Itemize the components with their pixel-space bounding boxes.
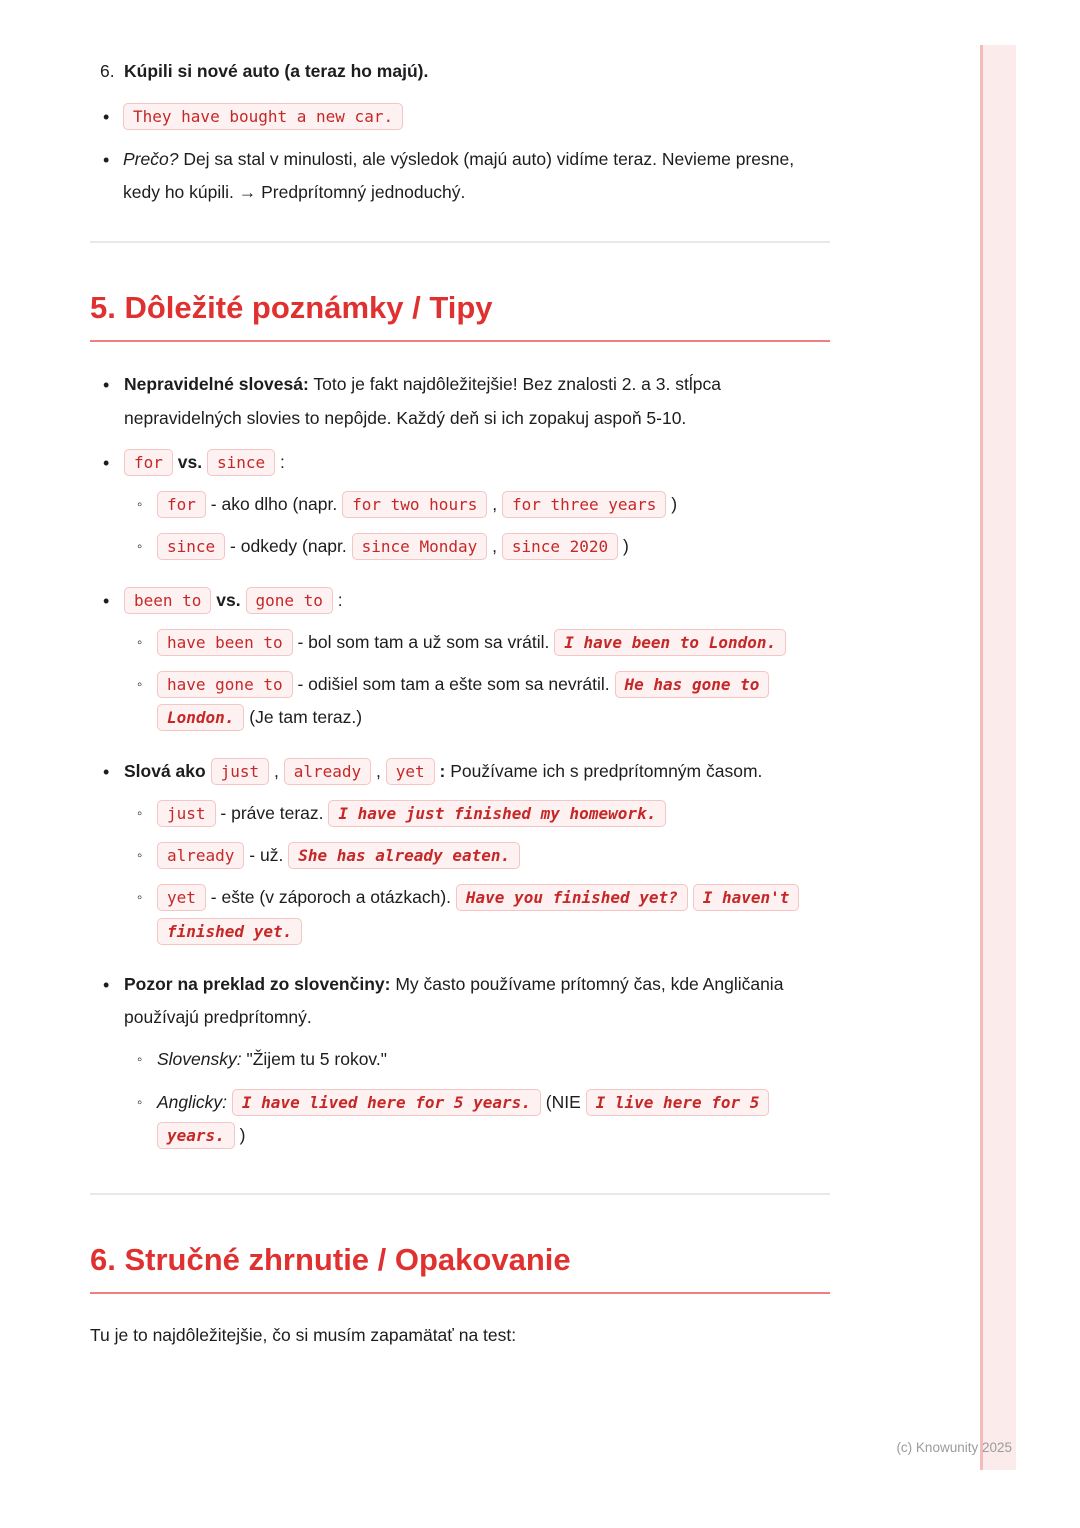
inline-code: yet (157, 884, 206, 911)
list-item (137, 1043, 830, 1076)
inline-code-example: I haven't finished yet. (157, 884, 799, 944)
bullet-icon: • (103, 590, 110, 611)
inline-code: since 2020 (502, 533, 618, 560)
bold-text: vs. (211, 589, 246, 610)
inline-code: already (157, 842, 244, 869)
item-number: 6. (100, 61, 115, 81)
circle-bullet-icon: ◦ (137, 1093, 143, 1111)
inline-code: just (211, 758, 270, 785)
list-item-text (124, 368, 830, 435)
inline-code: for three years (502, 491, 667, 518)
circle-bullet-icon: ◦ (137, 889, 143, 907)
list-item (137, 839, 830, 872)
list-item (103, 968, 830, 1161)
list-item-text (157, 1086, 830, 1153)
text-run: - bol som tam a už som sa vrátil. (292, 631, 555, 652)
inline-code: for (157, 491, 206, 518)
inline-code-example: Have you finished yet? (456, 884, 688, 911)
page-edge-strip (980, 45, 1016, 1470)
circle-bullet-icon: ◦ (137, 804, 143, 822)
list-item (137, 668, 830, 735)
text-run: (Je tam teraz.) (244, 707, 363, 728)
text-run: (NIE (540, 1091, 586, 1112)
circle-bullet-icon: ◦ (137, 633, 143, 651)
inline-code: gone to (246, 587, 333, 614)
list-item (137, 1086, 830, 1153)
inline-code: for (124, 449, 173, 476)
bold-text: vs. (172, 451, 207, 472)
bold-text: Nepravidelné slovesá: (124, 374, 309, 395)
bullet-icon: • (103, 974, 110, 995)
text-run: - odišiel som tam a ešte som sa nevrátil. (292, 674, 615, 695)
circle-bullet-icon: ◦ (137, 538, 143, 556)
list-item-text (124, 446, 830, 573)
list-item (103, 100, 830, 134)
section-6-intro: Tu je to najdôležitejšie, čo si musím zapamätať na test: (90, 1325, 517, 1346)
section-divider (90, 241, 830, 243)
text-run: - už. (244, 845, 289, 866)
list-item (103, 143, 830, 210)
list-item (137, 626, 830, 659)
text-run: - ešte (v záporoch a otázkach). (205, 887, 456, 908)
list-item-text (124, 968, 830, 1161)
list-item (137, 881, 830, 948)
inline-code-example: I have been to London. (554, 629, 786, 656)
bold-text: Slová ako (124, 760, 211, 781)
inline-code: have been to (157, 629, 293, 656)
text-run (688, 887, 693, 907)
list-item-text (124, 584, 830, 744)
circle-bullet-icon: ◦ (137, 1051, 143, 1069)
bullet-icon: • (103, 375, 110, 396)
bullet-icon: • (103, 149, 110, 170)
inline-code: just (157, 800, 216, 827)
text-run: , (371, 760, 386, 781)
bold-text: Pozor na preklad zo slovenčiny: (124, 973, 391, 994)
bullet-list (137, 1043, 830, 1152)
text-run: Toto je fakt najdôležitejšie! Bez znalosti 2. a 3. stĺpca nepravidelných slovies to nepôjde. Každý deň si ich zopakuj aspoň 5-10. (124, 374, 721, 428)
item-title: Kúpili si nové auto (a teraz ho majú). (124, 61, 429, 81)
inline-code-example: I have lived here for 5 years. (232, 1089, 541, 1116)
list-item (103, 755, 830, 957)
italic-text: Prečo? (123, 148, 179, 169)
list-item-text (157, 626, 830, 659)
bullet-list (103, 368, 830, 1161)
text-run: ) (666, 494, 678, 515)
inline-code: yet (386, 758, 435, 785)
footer-credit: (c) Knowunity 2025 (896, 1440, 1012, 1455)
numbered-item-title (100, 56, 830, 88)
bullet-icon: • (103, 452, 110, 473)
inline-code-example: I have just finished my homework. (328, 800, 666, 827)
bullet-list (137, 797, 830, 948)
text-run: - ako dlho (napr. (205, 494, 343, 515)
list-item-text (123, 143, 830, 210)
section-5-heading: 5. Dôležité poznámky / Tipy (90, 289, 830, 342)
text-run: - práve teraz. (215, 802, 329, 823)
list-item (103, 584, 830, 744)
numbered-item (90, 56, 830, 209)
circle-bullet-icon: ◦ (137, 847, 143, 865)
text-run: , (269, 760, 284, 781)
list-item-text (157, 488, 830, 521)
text-run: - odkedy (napr. (225, 536, 352, 557)
inline-code: been to (124, 587, 211, 614)
list-item-text (157, 530, 830, 563)
inline-code: for two hours (342, 491, 487, 518)
bullet-icon: • (103, 106, 110, 127)
text-run: : (275, 451, 285, 472)
bold-text: : (434, 760, 446, 781)
inline-code: already (284, 758, 371, 785)
circle-bullet-icon: ◦ (137, 496, 143, 514)
inline-code-example: He has gone to London. (157, 671, 769, 731)
bullet-icon: • (103, 761, 110, 782)
bullet-list (137, 488, 830, 564)
text-run: : (332, 589, 343, 610)
inline-code: They have bought a new car. (123, 103, 403, 130)
italic-text: Slovensky: (157, 1049, 242, 1070)
section-6-heading: 6. Stručné zhrnutie / Opakovanie (90, 1241, 830, 1294)
section-divider (90, 1193, 830, 1195)
list-item-text (157, 668, 830, 735)
bullet-list (103, 100, 830, 210)
text-run: "Žijem tu 5 rokov." (241, 1049, 387, 1070)
text-run: ) (618, 536, 629, 557)
text-run: Používame ich s predprítomným časom. (445, 760, 763, 781)
inline-code: since (157, 533, 225, 560)
list-item-text (124, 755, 830, 957)
list-item-text (157, 797, 830, 830)
list-item (137, 530, 830, 563)
list-item-text (123, 100, 830, 133)
list-item (137, 797, 830, 830)
italic-text: Anglicky: (157, 1091, 228, 1112)
circle-bullet-icon: ◦ (137, 676, 143, 694)
doc-content (90, 56, 830, 1352)
inline-code: have gone to (157, 671, 293, 698)
text-run: Dej sa stal v minulosti, ale výsledok (majú auto) vidíme teraz. Nevieme presne, kedy ho kúpili. → Predprítomný jednoduchý. (123, 148, 795, 202)
list-item-text (157, 1043, 830, 1076)
list-item-text (157, 839, 830, 872)
list-item-text (157, 881, 830, 948)
inline-code: since Monday (352, 533, 488, 560)
text-run: , (487, 494, 502, 515)
text-run: ) (234, 1124, 246, 1145)
list-item (103, 446, 830, 573)
text-run: , (487, 536, 502, 557)
text-run: My často používame prítomný čas, kde Angličania používajú predprítomný. (124, 973, 784, 1028)
inline-code-example: I live here for 5 years. (157, 1089, 769, 1149)
inline-code-example: She has already eaten. (288, 842, 520, 869)
list-item (103, 368, 830, 435)
inline-code: since (207, 449, 275, 476)
bullet-list (137, 626, 830, 735)
list-item (137, 488, 830, 521)
